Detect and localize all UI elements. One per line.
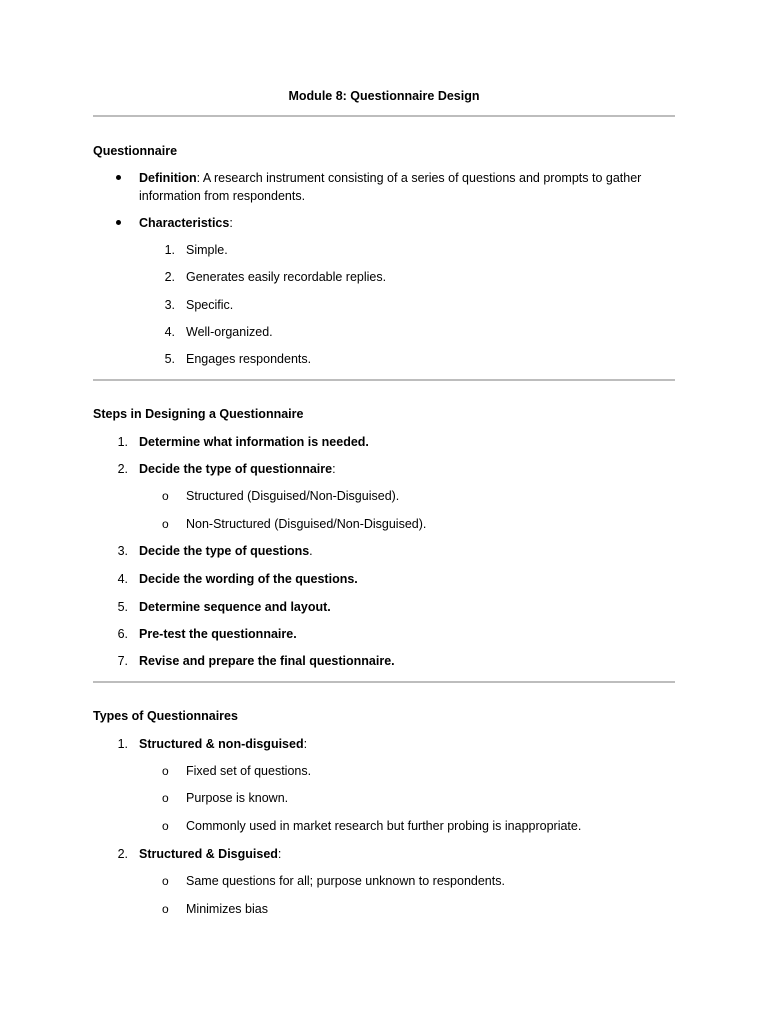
sub-list-item: Structured (Disguised/Non-Disguised). (186, 489, 400, 503)
step-item (139, 652, 395, 670)
sub-bullet-icon: o (162, 489, 169, 503)
sub-bullet-icon: o (162, 874, 169, 888)
sub-bullet-icon: o (162, 791, 169, 805)
list-number: 1. (117, 737, 128, 751)
step-text: Pre-test the questionnaire. (139, 627, 297, 641)
list-item: Specific. (186, 298, 234, 312)
type-rest: : (277, 847, 282, 861)
step-item (139, 542, 313, 560)
step-item (139, 460, 336, 478)
list-number: 4. (117, 572, 128, 586)
step-rest: : (332, 462, 336, 476)
list-number: 2. (164, 270, 175, 284)
step-item (139, 625, 297, 643)
section-heading-questionnaire: Questionnaire (93, 144, 178, 158)
list-number: 1. (117, 435, 128, 449)
sub-bullet-icon: o (162, 764, 169, 778)
list-number: 4. (164, 325, 175, 339)
bullet-icon (116, 220, 121, 225)
bullet-icon (116, 175, 121, 180)
step-text: Determine what information is needed. (139, 435, 369, 449)
step-text: Decide the type of questions (139, 544, 310, 558)
list-item: Well-organized. (186, 325, 273, 339)
list-number: 5. (164, 352, 175, 366)
sub-list-item: Purpose is known. (186, 791, 289, 805)
definition-item (139, 169, 669, 205)
characteristics-label: Characteristics (139, 216, 230, 230)
type-label: Structured & non-disguised (139, 737, 304, 751)
sub-bullet-icon: o (162, 819, 169, 833)
sub-bullet-icon: o (162, 902, 169, 916)
sub-list-item: Fixed set of questions. (186, 764, 312, 778)
list-number: 2. (117, 462, 128, 476)
sub-list-item: Minimizes bias (186, 902, 268, 916)
list-number: 3. (117, 544, 128, 558)
list-number: 5. (117, 600, 128, 614)
list-number: 7. (117, 654, 128, 668)
list-item: Generates easily recordable replies. (186, 270, 387, 284)
list-number: 3. (164, 298, 175, 312)
type-item (139, 845, 281, 863)
divider (93, 115, 675, 117)
list-number: 6. (117, 627, 128, 641)
page-title: Module 8: Questionnaire Design (288, 89, 480, 103)
characteristics-colon: : (229, 216, 233, 230)
step-item (139, 570, 358, 588)
type-rest: : (303, 737, 308, 751)
type-item (139, 735, 307, 753)
step-text: Decide the type of questionnaire (139, 462, 333, 476)
step-item (139, 433, 369, 451)
section-heading-steps: Steps in Designing a Questionnaire (93, 407, 304, 421)
type-label: Structured & Disguised (139, 847, 278, 861)
definition-text: : A research instrument consisting of a series of questions and prompts to gather information from respondents. (139, 171, 642, 203)
step-rest: . (309, 544, 313, 558)
step-text: Decide the wording of the questions. (139, 572, 358, 586)
divider (93, 379, 675, 381)
sub-list-item: Commonly used in market research but further probing is inappropriate. (186, 819, 582, 833)
characteristics-item (139, 214, 233, 232)
definition-label: Definition (139, 171, 197, 185)
step-text: Determine sequence and layout. (139, 600, 331, 614)
section-heading-types: Types of Questionnaires (93, 709, 238, 723)
list-item: Simple. (186, 243, 228, 257)
step-text: Revise and prepare the final questionnaire. (139, 654, 395, 668)
divider (93, 681, 675, 683)
list-item: Engages respondents. (186, 352, 312, 366)
list-number: 1. (164, 243, 175, 257)
step-item (139, 598, 331, 616)
sub-list-item: Same questions for all; purpose unknown to respondents. (186, 874, 505, 888)
list-number: 2. (117, 847, 128, 861)
sub-bullet-icon: o (162, 517, 169, 531)
sub-list-item: Non-Structured (Disguised/Non-Disguised). (186, 517, 427, 531)
